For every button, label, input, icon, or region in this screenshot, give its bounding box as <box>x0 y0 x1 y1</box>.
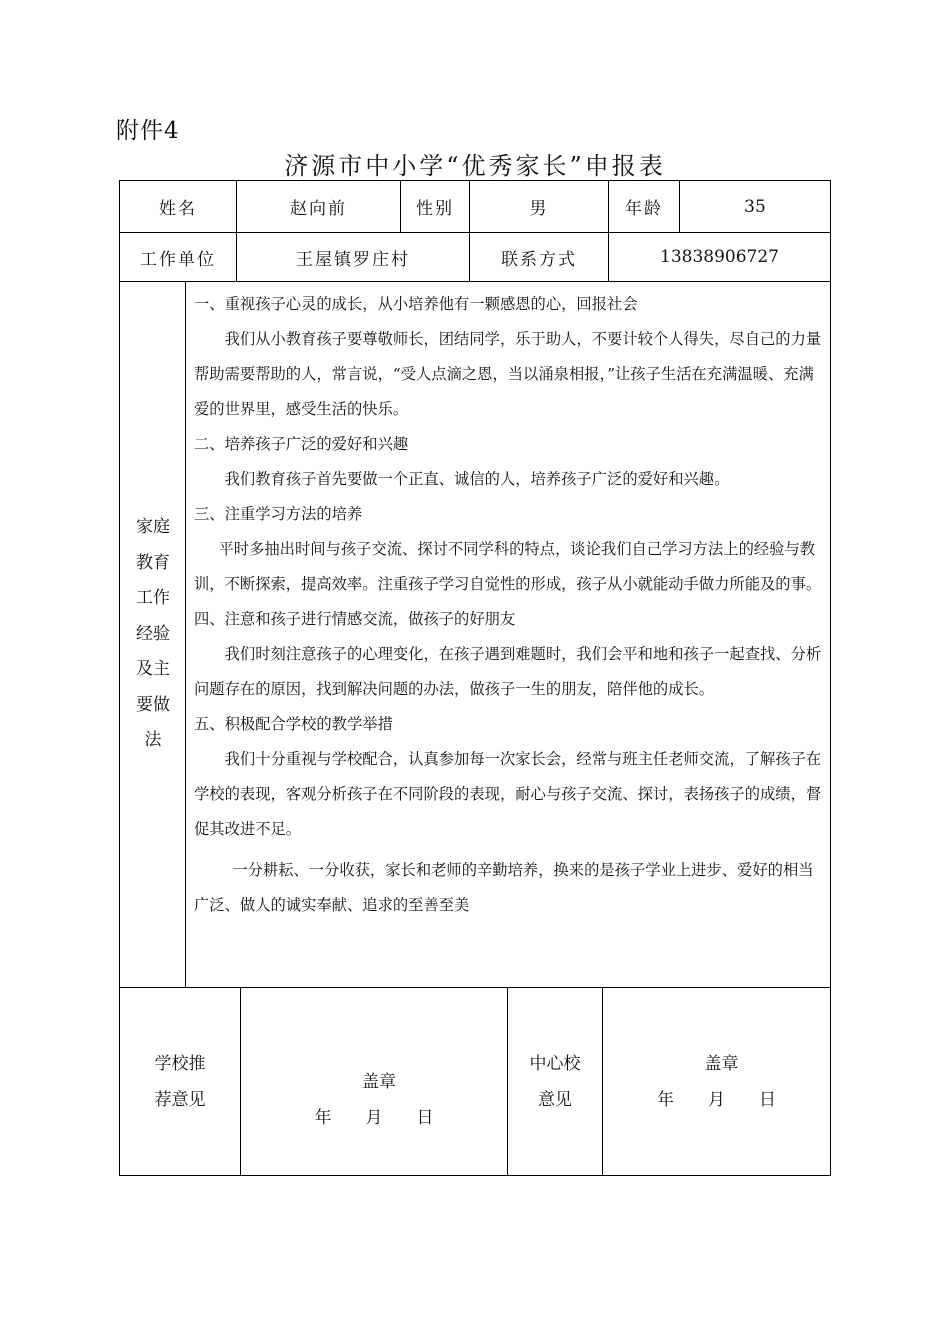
age-value: 35 <box>744 196 766 217</box>
work-unit-value: 王屋镇罗庄村 <box>296 249 410 270</box>
school-stamp-area <box>241 1064 507 1136</box>
section-body: 我们时刻注意孩子的心理变化，在孩子遇到难题时，我们会平和地和孩子一起查找、分析问题存在的原因，找到解决问题的办法，做孩子一生的朋友，陪伴他的成长。 <box>194 645 822 698</box>
school-stamp: 盖章 <box>362 1072 396 1092</box>
section-body: 我们十分重视与学校配合，认真参加每一次家长会，经常与班主任老师交流，了解孩子在学校的表现，客观分析孩子在不同阶段的表现，耐心与孩子交流、探讨，表扬孩子的成绩，督促其改进不足。 <box>194 750 822 838</box>
center-opinion-label-line: 意见 <box>538 1090 572 1110</box>
form-title: 济源市中小学“优秀家长”申报表 <box>284 152 666 180</box>
school-date: 年 月 日 <box>314 1108 434 1128</box>
name-label: 姓名 <box>159 199 197 219</box>
closing-paragraph: 一分耕耘、一分收获，家长和老师的辛勤培养，换来的是孩子学业上进步、爱好的相当广泛、做人的诚实奉献、追求的至善至美 <box>194 861 814 914</box>
attachment-label: 附件4 <box>116 118 180 144</box>
section-heading: 三、注重学习方法的培养 <box>194 505 363 523</box>
experience-label-line: 法 <box>144 730 162 750</box>
experience-label <box>120 510 186 759</box>
row-divider <box>119 281 831 282</box>
section-heading: 二、培养孩子广泛的爱好和兴趣 <box>194 435 409 453</box>
school-opinion-label <box>120 1046 240 1118</box>
experience-label-line: 经验 <box>136 623 170 644</box>
experience-label-line: 教育 <box>136 552 170 573</box>
contact-value: 13838906727 <box>660 247 779 267</box>
section-heading: 五、积极配合学校的教学举措 <box>194 715 393 733</box>
section-body: 平时多抽出时间与孩子交流、探讨不同学科的特点，谈论我们自己学习方法上的经验与教训，不断探索，提高效率。注重孩子学习自觉性的形成，孩子从小就能动手做力所能及的事。 <box>194 540 822 593</box>
age-label: 年龄 <box>625 199 663 219</box>
experience-label-line: 要做 <box>136 694 170 715</box>
experience-label-line: 工作 <box>136 588 170 608</box>
center-date: 年 月 日 <box>657 1090 776 1110</box>
table-border-bottom <box>119 1175 831 1176</box>
gender-label: 性别 <box>416 199 454 219</box>
experience-label-line: 及主 <box>136 659 170 679</box>
center-stamp: 盖章 <box>704 1054 739 1074</box>
school-opinion-label-line: 学校推 <box>154 1054 206 1074</box>
center-stamp-area <box>603 1046 830 1118</box>
center-opinion-label <box>508 1046 602 1118</box>
contact-label: 联系方式 <box>501 249 577 270</box>
work-unit-label: 工作单位 <box>140 249 216 270</box>
gender-value: 男 <box>529 199 549 219</box>
section-heading: 一、重视孩子心灵的成长，从小培养他有一颗感恩的心，回报社会 <box>194 295 638 313</box>
row-divider <box>119 987 831 988</box>
experience-label-line: 家庭 <box>136 517 170 537</box>
section-heading: 四、注意和孩子进行情感交流，做孩子的好朋友 <box>194 610 516 628</box>
school-opinion-label-line: 荐意见 <box>154 1090 206 1110</box>
center-opinion-label-line: 中心校 <box>529 1054 581 1074</box>
section-body: 我们教育孩子首先要做一个正直、诚信的人，培养孩子广泛的爱好和兴趣。 <box>224 470 730 488</box>
section-body: 我们从小教育孩子要尊敬师长，团结同学，乐于助人，不要计较个人得失，尽自己的力量帮助需要帮助的人，常言说，“受人点滴之恩，当以涌泉相报，”让孩子生活在充满温暖、充满爱的世界里，感受生活的快乐。 <box>194 330 822 418</box>
table-border-right <box>830 180 831 1176</box>
experience-content <box>194 287 824 923</box>
name-value: 赵向前 <box>290 199 347 219</box>
